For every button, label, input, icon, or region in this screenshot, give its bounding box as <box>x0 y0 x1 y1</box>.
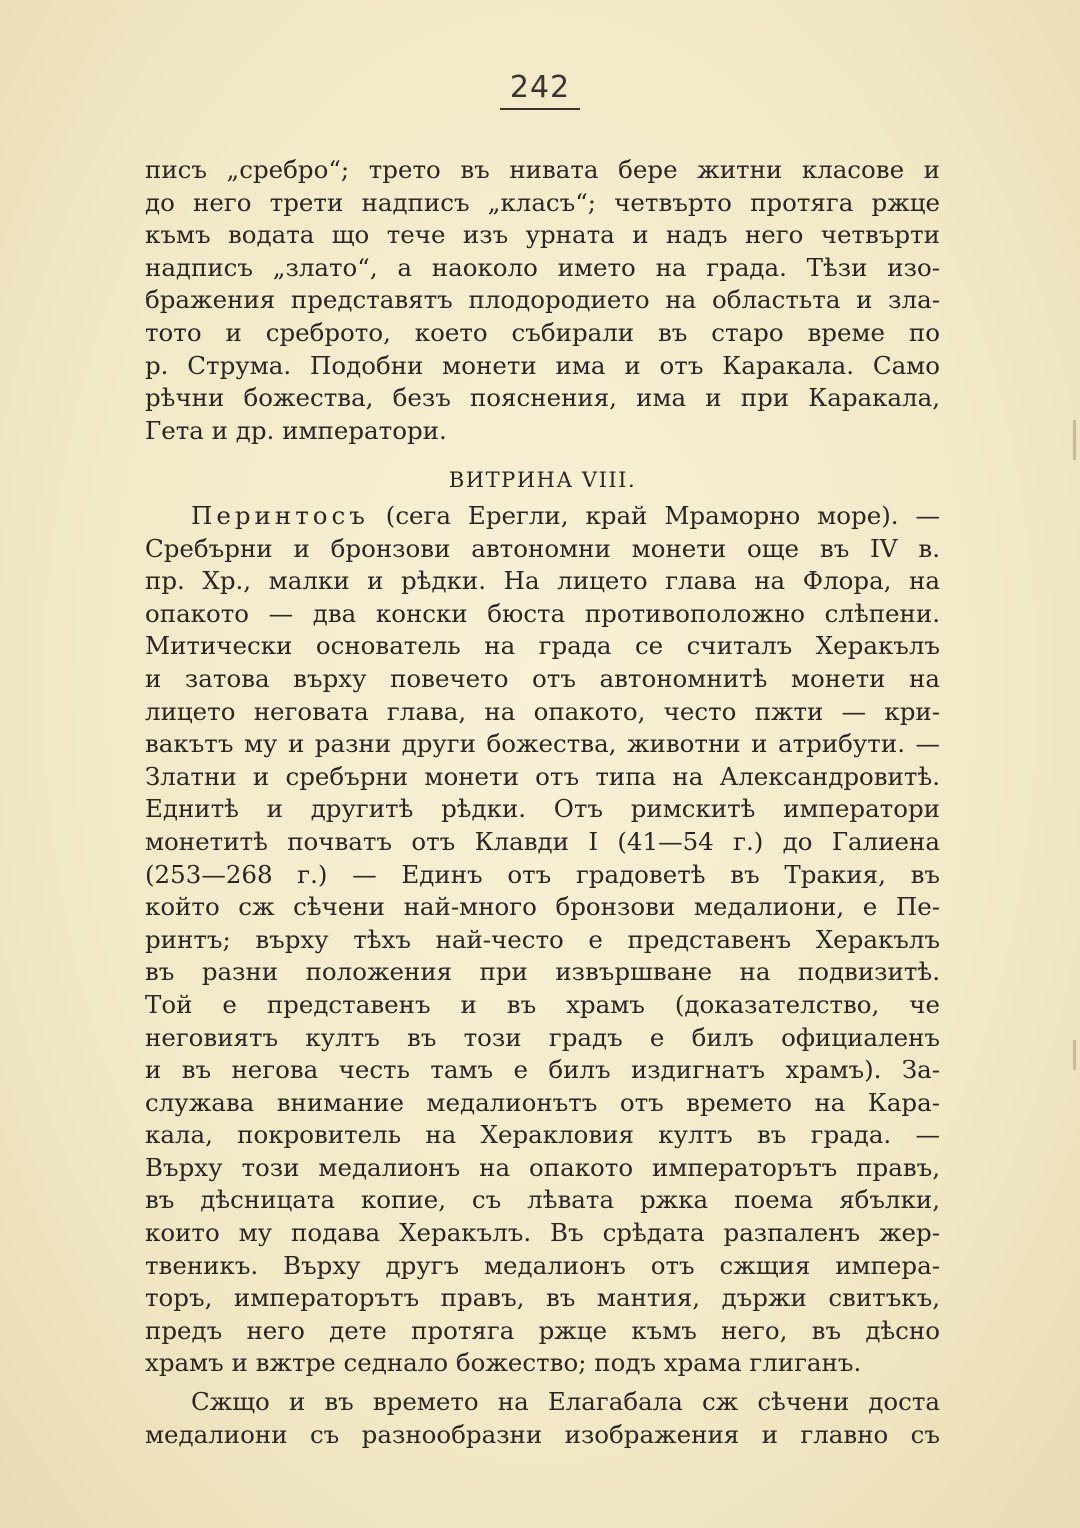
text-line: къмъ водата що тече изъ урната и надъ него четвърти <box>145 220 940 250</box>
first-line-rest: (сега Ерегли, край Мраморно море). — <box>368 501 940 530</box>
page-number-underline <box>500 108 580 110</box>
text-line: служава внимание медалионътъ отъ времето на Кара- <box>145 1087 940 1117</box>
text-line: и въ негова честь тамъ е билъ издигнатъ храмъ). За- <box>145 1055 940 1085</box>
text-line: Сжщо и въ времето на Елагабала сж сѣчени доста <box>191 1387 940 1416</box>
page-edge-mark <box>1073 420 1076 460</box>
page-number: 242 <box>509 70 571 105</box>
text-line: и затова върху повечето отъ автономнитѣ монети на <box>145 663 940 693</box>
text-line: вакътъ му и разни други божества, животни и атрибути. — <box>145 729 940 759</box>
text-line: въ разни положения при извършване на подвизитѣ. <box>145 957 940 987</box>
text-line: Митически основатель на града се считалъ Херакълъ <box>145 631 940 661</box>
text-line: надписъ „злато“, а наоколо името на града. Тѣзи изо- <box>145 252 940 282</box>
text-line: Гета и др. императори. <box>145 415 447 445</box>
text-line: храмъ и вжтре седнало божество; подъ храма глиганъ. <box>145 1348 862 1378</box>
text-line: който сж сѣчени най-много бронзови медалиони, е Пе- <box>145 892 940 922</box>
text-line: р. Струма. Подобни монети има и отъ Каракала. Само <box>145 350 940 380</box>
text-line: Еднитѣ и другитѣ рѣдки. Отъ римскитѣ императори <box>145 794 940 824</box>
section-heading: ВИТРИНА VIII. <box>448 468 637 492</box>
text-line: лицето неговата глава, на опакото, често пжти — кри- <box>145 696 940 726</box>
text-line: Върху този медалионъ на опакото императорътъ правъ, <box>145 1152 940 1182</box>
text-line: опакото — два конски бюста противоположно слѣпени. <box>145 598 940 628</box>
spaced-term: Перинтосъ <box>191 501 369 530</box>
text-line: твеникъ. Върху другъ медалионъ отъ сжщия импера- <box>145 1250 940 1280</box>
text-line: Сребърни и бронзови автономни монети още въ IV в. <box>145 533 940 563</box>
text-line: бражения представятъ плодородието на областьта и зла- <box>145 285 940 315</box>
text-line: (253—268 г.) — Единъ отъ градоветѣ въ Тракия, въ <box>145 859 940 889</box>
text-line: предъ него дете протяга ржце къмъ него, въ дѣсно <box>145 1315 940 1345</box>
text-line: до него трети надписъ „класъ“; четвърто протяга ржце <box>145 187 940 217</box>
text-line: въ дѣсницата копие, съ лѣвата ржка поема ябълки, <box>145 1185 940 1215</box>
paragraph-elagabalus <box>145 1386 940 1451</box>
text-line-first <box>145 500 940 533</box>
text-line: пр. Хр., малки и рѣдки. На лицето глава на Флора, на <box>145 566 940 596</box>
text-line: тото и среброто, което събирали въ старо време по <box>145 317 940 347</box>
text-line: медалиони съ разнообразни изображения и главно съ <box>145 1419 940 1449</box>
text-line: неговиятъ култъ въ този градъ е билъ официаленъ <box>145 1022 940 1052</box>
text-line: ринтъ; върху тѣхъ най-често е представенъ Херакълъ <box>145 924 940 954</box>
paragraph-continuation <box>145 154 940 447</box>
text-line: рѣчни божества, безъ пояснения, има и при Каракала, <box>145 383 940 413</box>
text-line: торъ, императорътъ правъ, въ мантия, държи свитъкъ, <box>145 1283 940 1313</box>
text-line: Той е представенъ и въ храмъ (доказателство, че <box>145 989 940 1019</box>
paragraph-perinthos <box>145 500 940 1380</box>
page-edge-mark <box>1073 1040 1076 1070</box>
text-line: Златни и сребърни монети отъ типа на Александровитѣ. <box>145 761 940 791</box>
text-line: кала, покровитель на Херакловия култъ въ града. — <box>145 1120 940 1150</box>
text-line: монетитѣ почватъ отъ Клавди I (41—54 г.) до Галиена <box>145 826 940 856</box>
text-line: които му подава Херакълъ. Въ срѣдата разпаленъ жер- <box>145 1218 940 1248</box>
text-line: писъ „сребро“; трето въ нивата бере житни класове и <box>145 155 940 184</box>
